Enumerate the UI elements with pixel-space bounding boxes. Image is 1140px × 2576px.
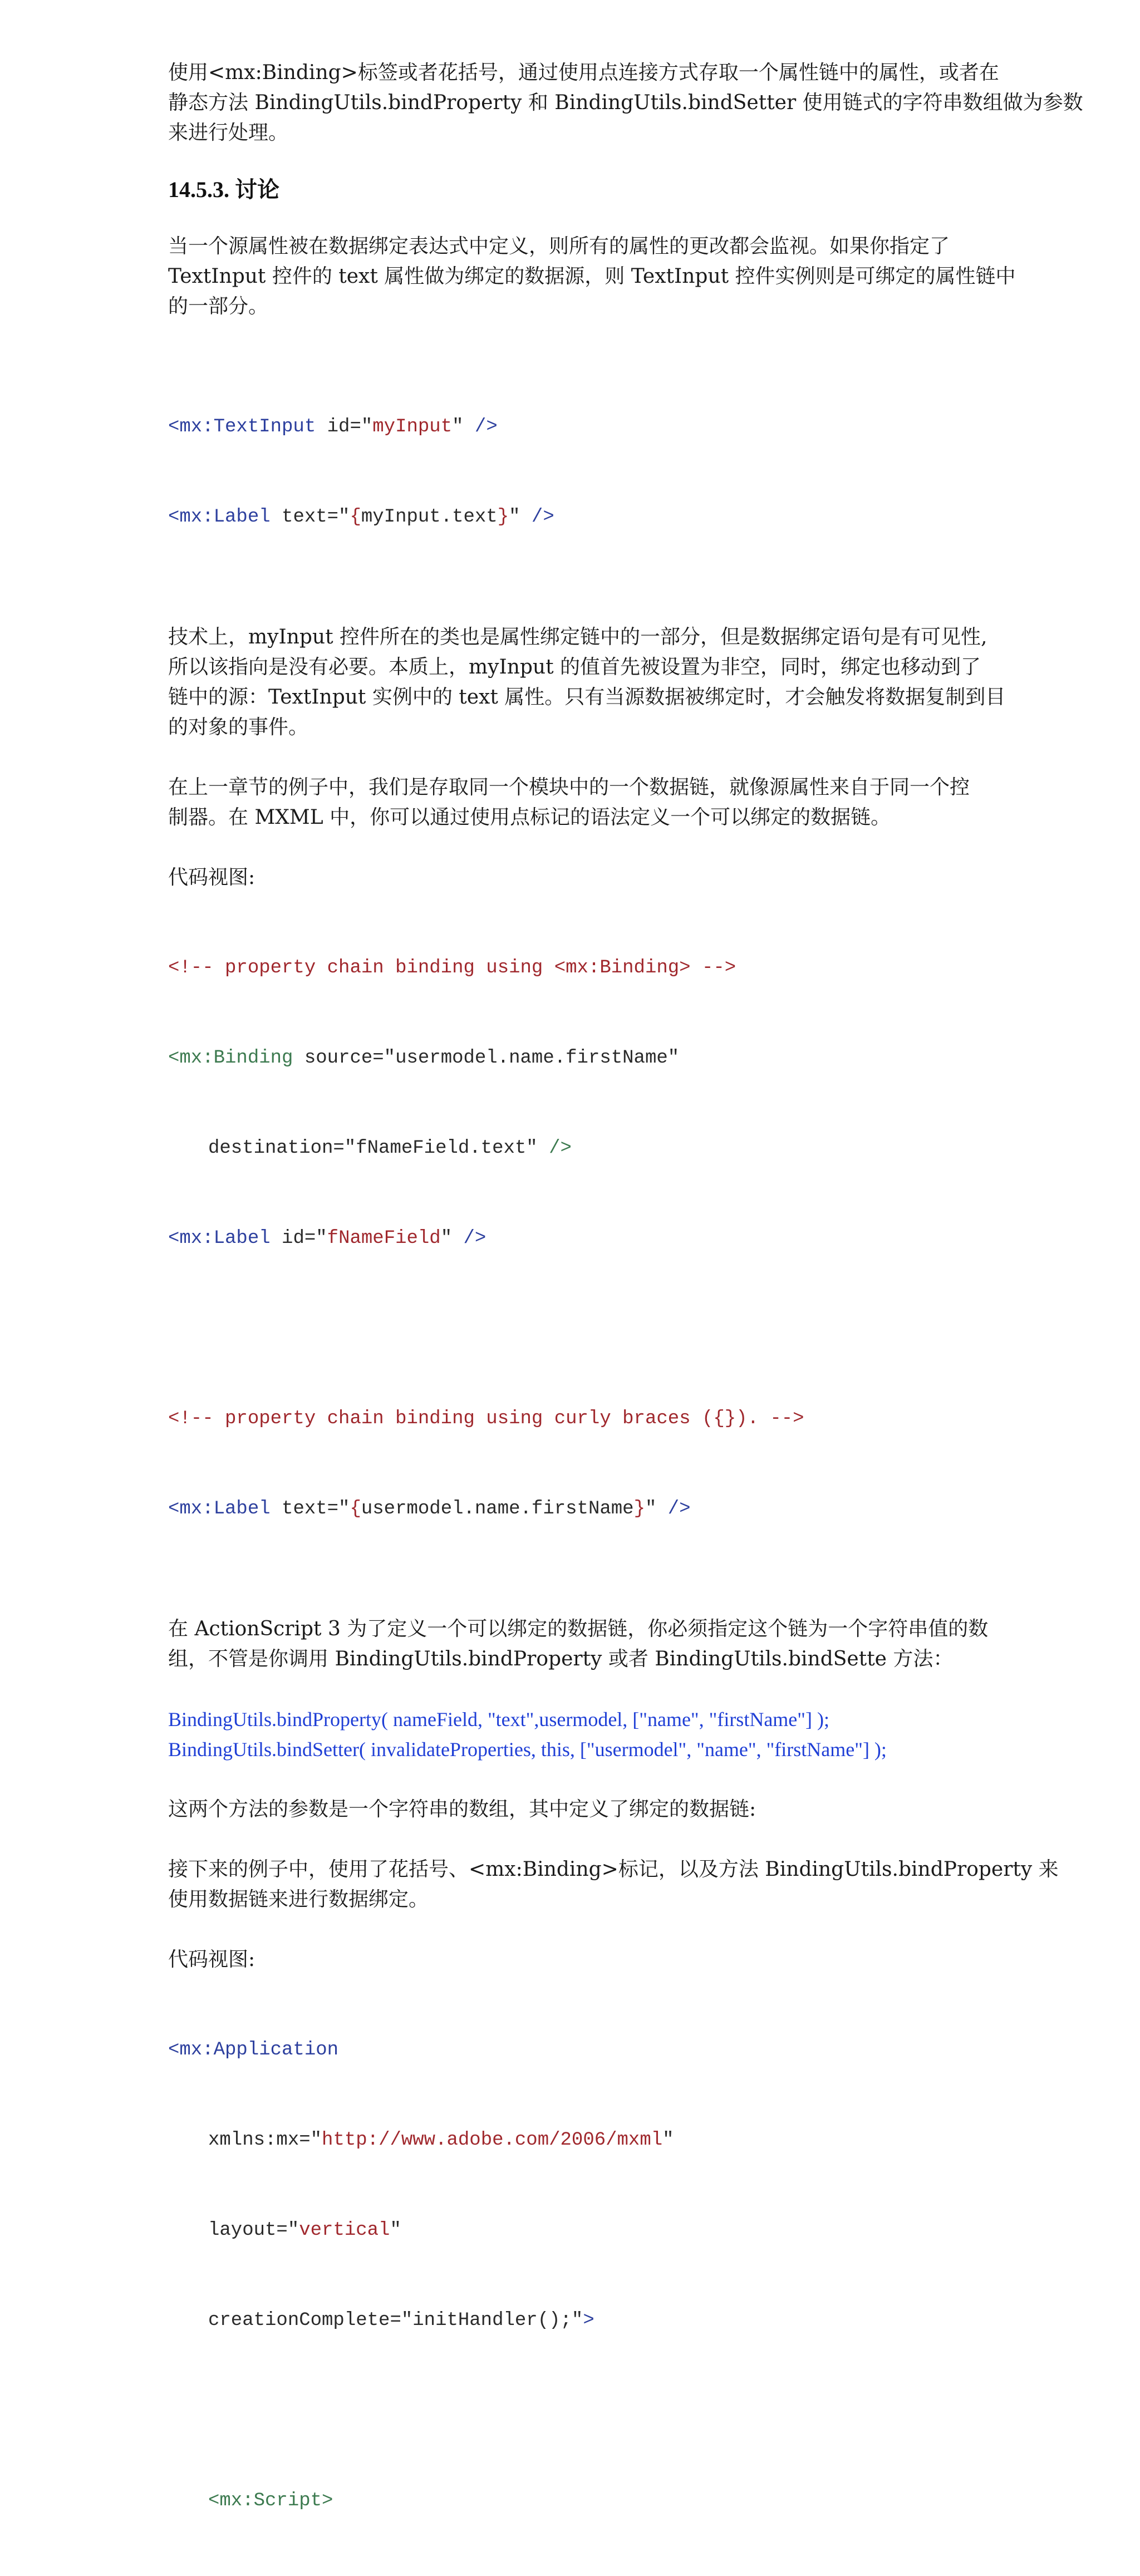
text-line: 接下来的例子中，使用了花括号、<mx:Binding>标记，以及方法 BindingUtils.bindProperty 来	[168, 1858, 1059, 1881]
text-line: 当一个源属性被在数据绑定表达式中定义，则所有的属性的更改都会监视。如果你指定了	[168, 235, 950, 258]
section-number: 14.5.3.	[168, 177, 229, 202]
paragraph: 这两个方法的参数是一个字符串的数组，其中定义了绑定的数据链:	[168, 1798, 756, 1821]
code-attr: id="	[270, 1228, 327, 1249]
code-value: }	[497, 507, 509, 528]
code-tag: <mx:Label	[168, 507, 271, 528]
page-content	[168, 58, 1083, 2576]
text-line: 的对象的事件。	[168, 716, 309, 739]
section-title: 讨论	[235, 177, 279, 202]
text-line: 使用数据链来进行数据绑定。	[168, 1888, 429, 1911]
paragraph	[168, 773, 981, 833]
code-line	[168, 502, 981, 532]
code-line-blank	[168, 2396, 981, 2426]
code-line	[168, 2215, 981, 2245]
code-quote: "	[645, 1498, 657, 1520]
code-line: BindingUtils.bindProperty( nameField, "text",usermodel, ["name", "firstName"] );	[168, 1708, 829, 1731]
code-line	[168, 2125, 981, 2155]
text-line: 的一部分。	[168, 295, 269, 318]
code-line	[168, 1223, 981, 1253]
code-attr: destination="fNameField.text"	[208, 1138, 538, 1159]
code-attr: source="usermodel.name.firstName"	[293, 1048, 680, 1069]
code-line: BindingUtils.bindSetter( invalidateProperties, this, ["usermodel", "name", "firstName"] );	[168, 1738, 887, 1761]
code-line	[168, 953, 981, 983]
code-value: vertical	[299, 2220, 390, 2241]
code-line	[168, 1043, 981, 1073]
code-comment: <!-- property chain binding using <mx:Binding> -->	[168, 957, 736, 979]
code-quote: "	[390, 2220, 401, 2241]
code-line	[168, 2035, 981, 2065]
code-attr: id="	[316, 416, 373, 437]
text-line: TextInput 控件的 text 属性做为绑定的数据源，则 TextInput 控件实例则是可绑定的属性链中	[168, 265, 1016, 288]
code-attr: xmlns:mx="	[208, 2130, 322, 2151]
code-line	[168, 412, 981, 442]
code-value: myInput	[372, 416, 453, 437]
code-attr: creationComplete="initHandler();"	[208, 2310, 583, 2331]
code-line	[168, 2486, 981, 2516]
section-heading	[168, 175, 981, 205]
text-line: 在 ActionScript 3 为了定义一个可以绑定的数据链，你必须指定这个链为一个字符串值的数	[168, 1618, 989, 1640]
code-block	[168, 893, 981, 1584]
text-line: 来进行处理。	[168, 121, 289, 144]
code-close: >	[583, 2310, 594, 2331]
code-quote: "	[509, 507, 520, 528]
text-line: 技术上，myInput 控件所在的类也是属性绑定链中的一部分，但是数据绑定语句是有可见性,	[168, 626, 987, 648]
code-tag: <mx:Label	[168, 1228, 271, 1249]
text-line: 静态方法 BindingUtils.bindProperty 和 BindingUtils.bindSetter 使用链式的字符串数组做为参数	[168, 91, 1083, 114]
code-attr: text="	[270, 1498, 350, 1520]
paragraph	[168, 622, 1006, 743]
bindingutils-example	[168, 1704, 981, 1764]
code-tag: <mx:Application	[168, 2039, 339, 2061]
text-line: 链中的源：TextInput 实例中的 text 属性。只有当源数据被绑定时，才会触发将数据复制到目	[168, 686, 1006, 709]
paragraph	[168, 232, 1016, 322]
code-quote: "	[440, 1228, 453, 1249]
code-text: myInput.text	[361, 507, 498, 528]
code-tag: <mx:Label	[168, 1498, 271, 1520]
intro-paragraph	[168, 58, 1083, 148]
text-line: 制器。在 MXML 中，你可以通过使用点标记的语法定义一个可以绑定的数据链。	[168, 806, 891, 829]
code-line	[168, 2305, 981, 2336]
code-comment: <!-- property chain binding using curly braces ({}). -->	[168, 1408, 804, 1429]
code-view-label: 代码视图:	[168, 1948, 255, 1971]
code-value: }	[633, 1498, 645, 1520]
code-view-label: 代码视图:	[168, 866, 255, 889]
code-tag-name: Binding	[213, 1048, 293, 1069]
code-close: />	[537, 1138, 572, 1159]
code-close: />	[452, 1228, 487, 1249]
paragraph	[168, 1614, 989, 1674]
code-text: usermodel.name.firstName	[361, 1498, 634, 1520]
code-tag: <mx:	[168, 1048, 214, 1069]
code-tag: <mx:Script>	[208, 2490, 333, 2511]
code-block	[168, 352, 981, 592]
code-close: />	[463, 416, 498, 437]
code-line	[168, 1404, 981, 1434]
code-quote: "	[662, 2130, 674, 2151]
code-value: {	[350, 507, 361, 528]
code-close: />	[520, 507, 554, 528]
code-value: http://www.adobe.com/2006/mxml	[322, 2130, 663, 2151]
code-line-blank	[168, 1314, 981, 1344]
text-line: 在上一章节的例子中，我们是存取同一个模块中的一个数据链，就像源属性来自于同一个控	[168, 776, 970, 799]
code-attr: layout="	[208, 2220, 299, 2241]
text-line: 使用<mx:Binding>标签或者花括号，通过使用点连接方式存取一个属性链中的属性，或者在	[168, 61, 999, 84]
paragraph	[168, 1855, 1059, 1915]
code-line	[168, 1494, 981, 1524]
code-quote: "	[452, 416, 464, 437]
code-value: {	[350, 1498, 361, 1520]
code-attr: text="	[270, 507, 350, 528]
code-tag: <mx:TextInput	[168, 416, 316, 437]
text-line: 组，不管是你调用 BindingUtils.bindProperty 或者 BindingUtils.bindSette 方法：	[168, 1648, 954, 1670]
text-line: 所以该指向是没有必要。本质上，myInput 的值首先被设置为非空，同时，绑定也移动到了	[168, 656, 981, 679]
code-block	[168, 1975, 981, 2576]
code-line	[168, 1133, 981, 1163]
code-value: fNameField	[327, 1228, 441, 1249]
code-close: />	[656, 1498, 691, 1520]
